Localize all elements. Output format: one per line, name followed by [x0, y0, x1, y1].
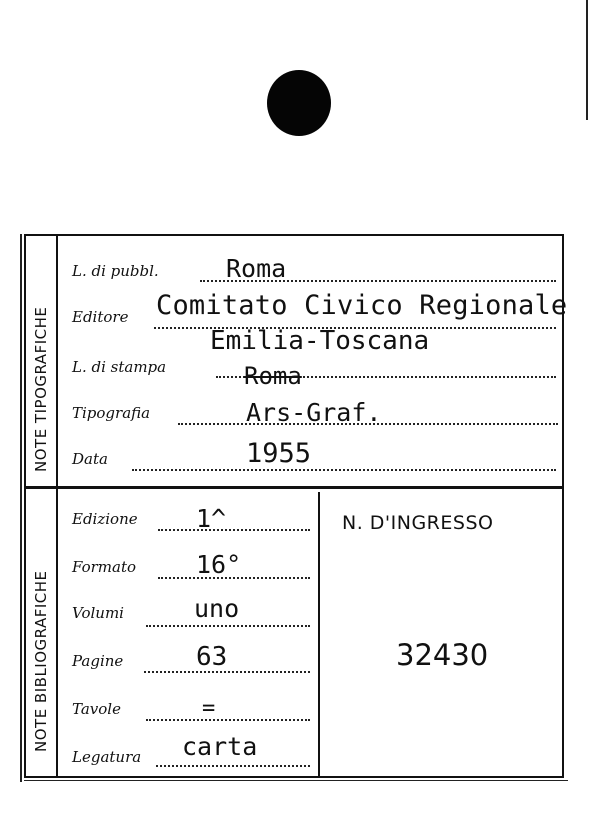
tipografia-value: Ars-Graf.	[246, 398, 382, 427]
edizione-label: Edizione	[72, 510, 138, 528]
data-label: Data	[72, 450, 108, 468]
dotted-line	[132, 469, 556, 471]
tipografia-label: Tipografia	[72, 404, 151, 422]
side-label-divider	[56, 236, 58, 776]
volumi-value: uno	[194, 594, 240, 623]
ingresso-number: 32430	[396, 638, 489, 672]
ingresso-divider	[318, 492, 320, 776]
catalog-card	[24, 234, 568, 778]
luogo-stampa-label: L. di stampa	[72, 358, 167, 376]
dotted-line	[146, 625, 310, 627]
punch-hole	[267, 70, 331, 136]
formato-label: Formato	[72, 558, 137, 576]
dotted-line	[158, 529, 310, 531]
dotted-line	[146, 719, 310, 721]
note-bibliografiche-label: NOTE BIBLIOGRAFICHE	[32, 570, 50, 752]
editore-label: Editore	[72, 308, 129, 326]
luogo-pubblicazione-value: Roma	[226, 254, 287, 283]
editore-value-line2: Emilia-Toscana	[210, 326, 430, 356]
section-divider	[26, 486, 562, 489]
tavole-label: Tavole	[72, 700, 121, 718]
note-tipografiche-label: NOTE TIPOGRAFICHE	[32, 306, 50, 472]
luogo-stampa-value: Roma	[244, 362, 302, 390]
ingresso-title: N. D'INGRESSO	[342, 512, 494, 534]
luogo-pubblicazione-label: L. di pubbl.	[72, 262, 159, 280]
editore-value: Comitato Civico Regionale	[156, 290, 568, 321]
volumi-label: Volumi	[72, 604, 124, 622]
legatura-label: Legatura	[72, 748, 142, 766]
dotted-line	[144, 671, 310, 673]
dotted-line	[156, 765, 310, 767]
data-value: 1955	[246, 438, 312, 469]
scan-edge-line	[20, 234, 22, 782]
formato-value: 16°	[196, 550, 242, 579]
tavole-value: =	[202, 696, 216, 721]
pagine-value: 63	[196, 642, 228, 672]
scan-edge-line	[24, 780, 568, 781]
edizione-value: 1^	[196, 504, 227, 533]
pagine-label: Pagine	[72, 652, 124, 670]
legatura-value: carta	[182, 732, 258, 761]
scan-edge-line	[586, 0, 588, 120]
